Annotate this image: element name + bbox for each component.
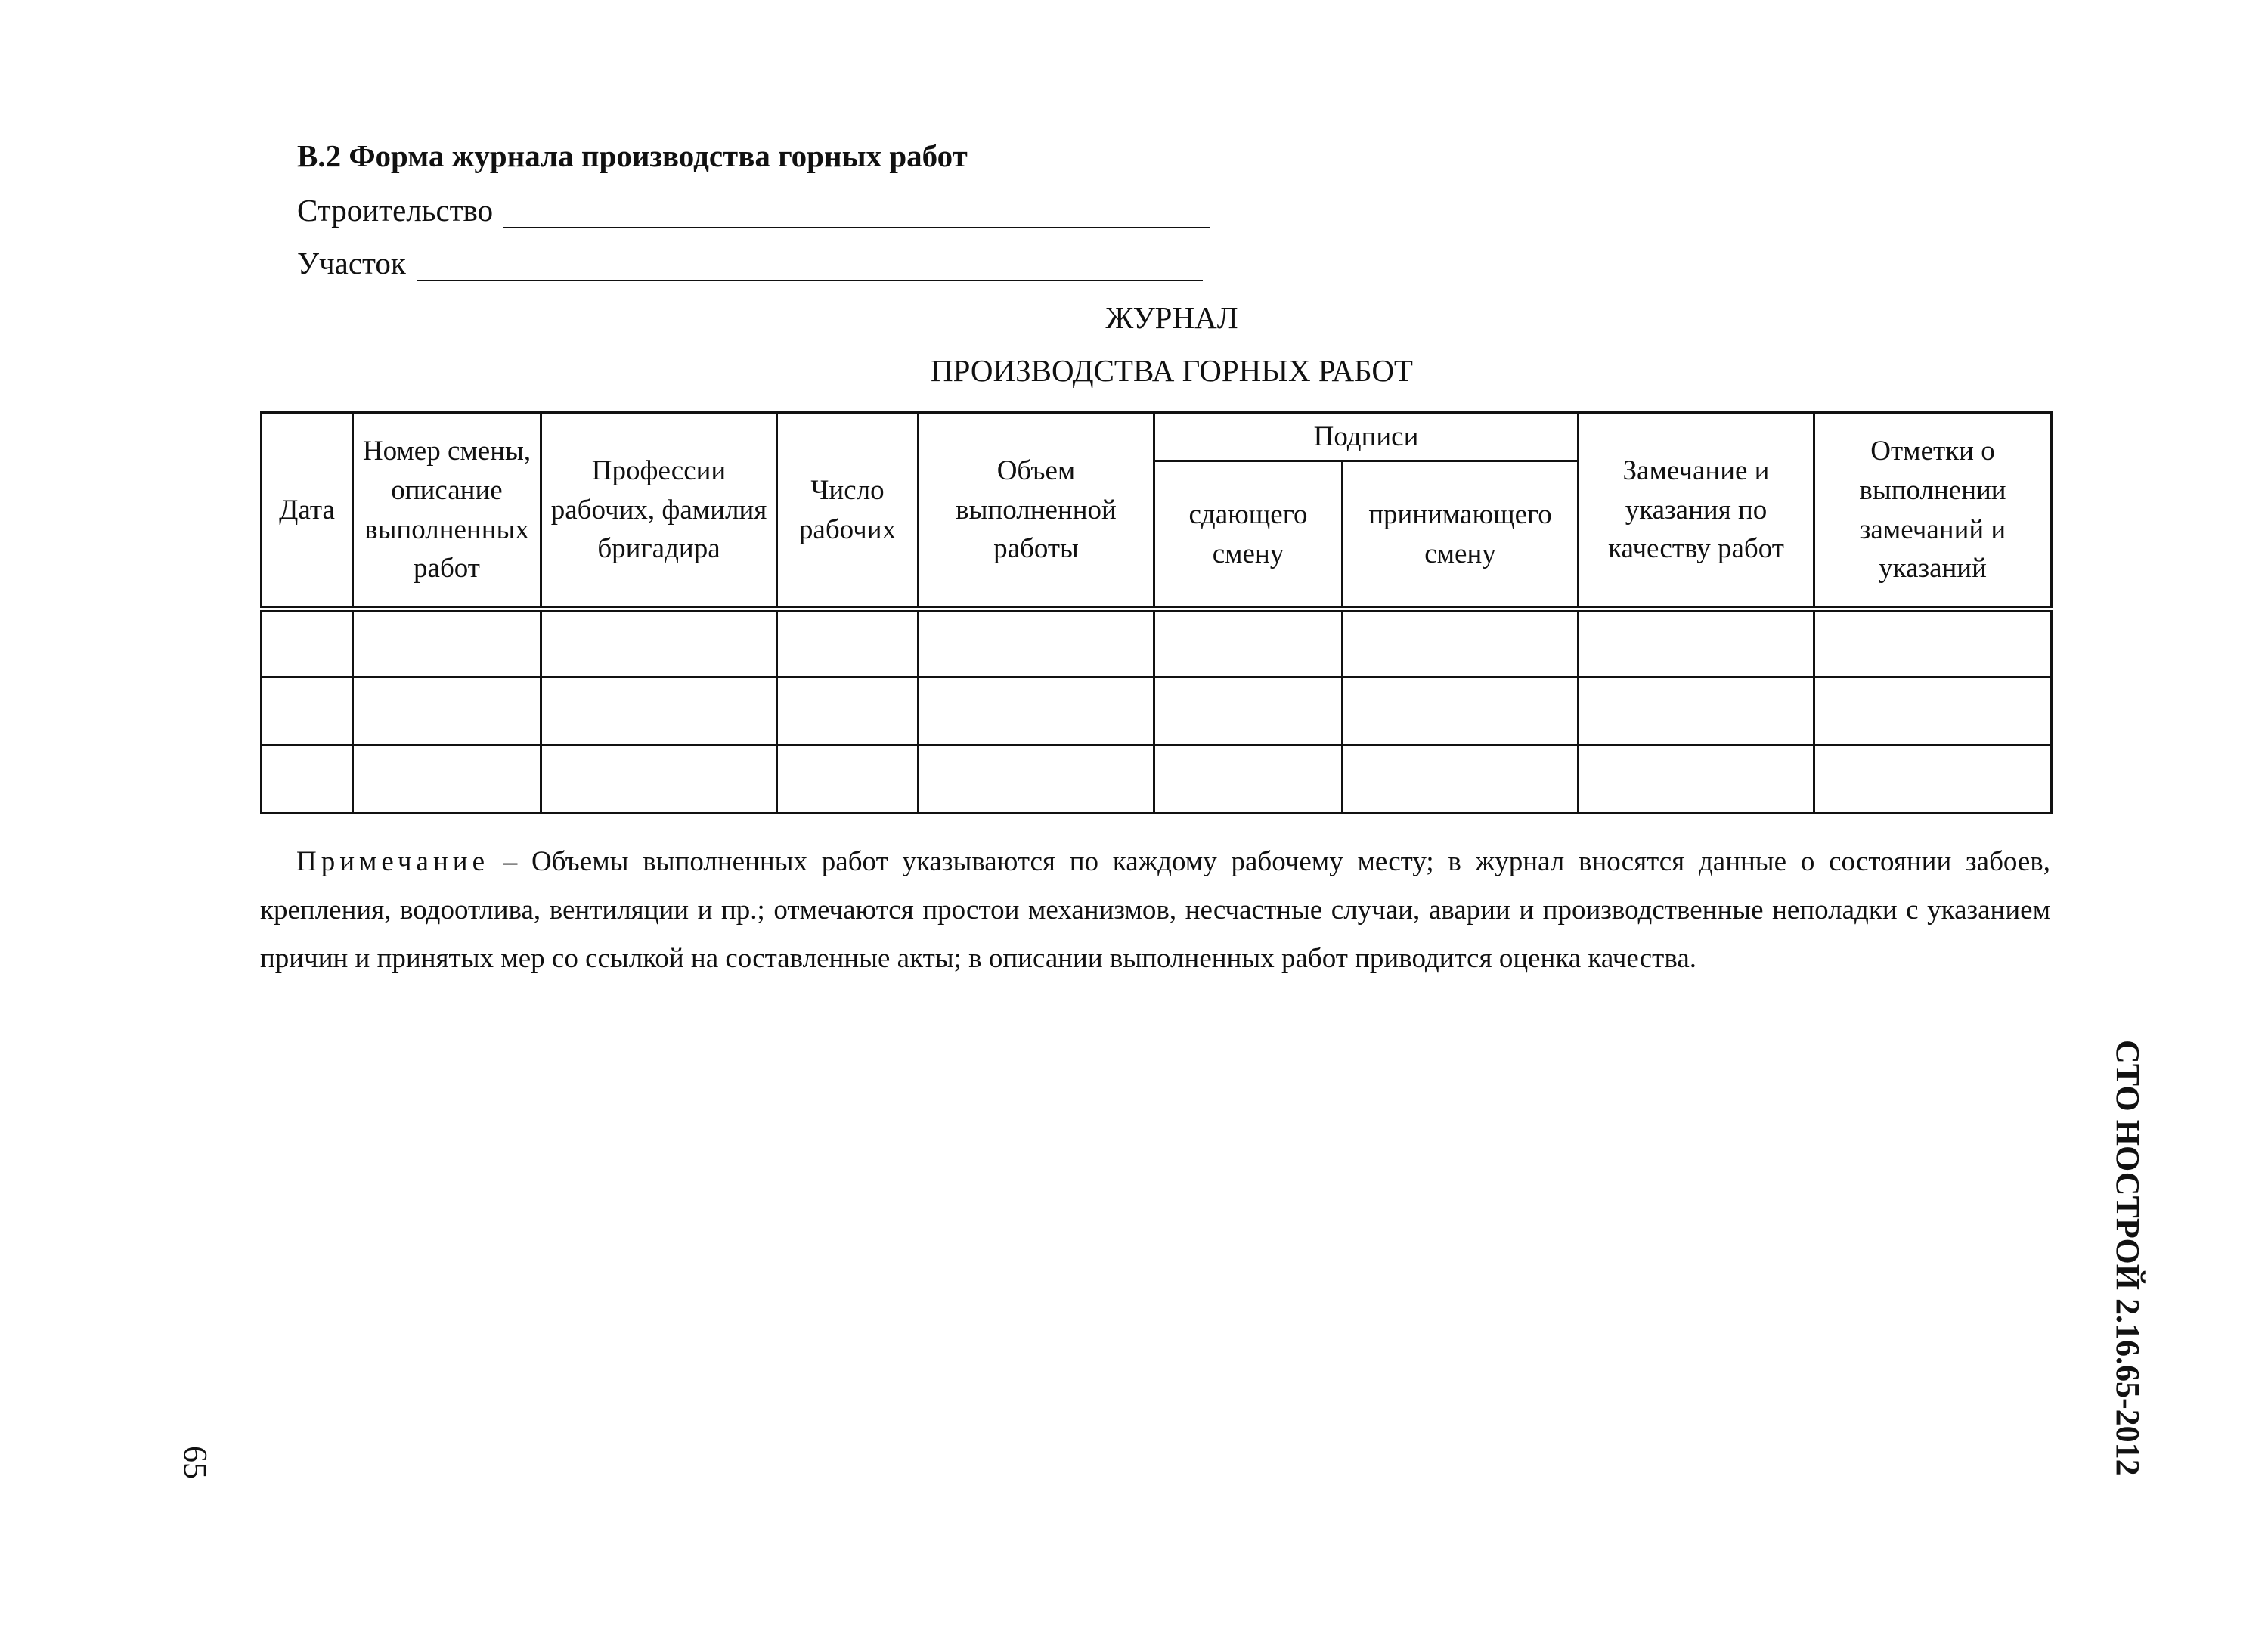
table-row (262, 609, 2052, 678)
table-cell[interactable] (1579, 678, 1814, 746)
header-receiving-shift: принимающего смену (1343, 461, 1579, 609)
site-label: Участок (297, 246, 406, 281)
table-cell[interactable] (1343, 678, 1579, 746)
table-cell[interactable] (1343, 609, 1579, 678)
table-cell[interactable] (1343, 746, 1579, 814)
site-field (297, 245, 1203, 281)
header-shift: Номер смены, описание выполненных работ (353, 413, 541, 609)
header-signatures: Подписи (1154, 413, 1579, 461)
table-cell[interactable] (353, 746, 541, 814)
note-text: – Объемы выполненных работ указываются по каждому рабочему месту; в журнал вносятся данные о состоянии забоев, крепления, водоотлива, вентиляции и пр.; отмечаются простои механизмов, несчастные случаи, аварии и производственные неполадки с указанием причин и принятых мер со ссылкой на составленные акты; в описании выполненных работ приводится оценка качества. (260, 846, 2050, 974)
table-cell[interactable] (541, 678, 777, 746)
table-cell[interactable] (777, 609, 919, 678)
construction-label: Строительство (297, 193, 494, 228)
table-cell[interactable] (1814, 609, 2052, 678)
table-cell[interactable] (541, 746, 777, 814)
standard-code: СТО НОСТРОЙ 2.16.65-2012 (2109, 1040, 2146, 1476)
table-row (262, 678, 2052, 746)
table-cell[interactable] (1579, 746, 1814, 814)
table-row (262, 746, 2052, 814)
header-workers: Число рабочих (777, 413, 919, 609)
note-paragraph (260, 838, 2050, 983)
header-volume: Объем выполненной работы (919, 413, 1154, 609)
table-cell[interactable] (353, 678, 541, 746)
header-date: Дата (262, 413, 353, 609)
construction-blank-line[interactable] (503, 198, 1210, 228)
table-cell[interactable] (262, 609, 353, 678)
table-cell[interactable] (262, 678, 353, 746)
table-cell[interactable] (541, 609, 777, 678)
header-handing-shift: сдающего смену (1154, 461, 1343, 609)
construction-field (297, 192, 1210, 228)
table-cell[interactable] (919, 678, 1154, 746)
header-marks: Отметки о выполнении замечаний и указаний (1814, 413, 2052, 609)
header-professions: Профессии рабочих, фамилия бригадира (541, 413, 777, 609)
header-remarks: Замечание и указания по качеству работ (1579, 413, 1814, 609)
table-cell[interactable] (1154, 746, 1343, 814)
table-cell[interactable] (777, 678, 919, 746)
table-cell[interactable] (777, 746, 919, 814)
table-cell[interactable] (1579, 609, 1814, 678)
table-cell[interactable] (353, 609, 541, 678)
note-label: Примечание (296, 846, 489, 877)
journal-subtitle: ПРОИЗВОДСТВА ГОРНЫХ РАБОТ (931, 353, 1413, 388)
journal-table (260, 411, 2053, 814)
journal-title: ЖУРНАЛ (1105, 300, 1238, 335)
table-cell[interactable] (1154, 609, 1343, 678)
table-cell[interactable] (919, 609, 1154, 678)
table-cell[interactable] (262, 746, 353, 814)
table-cell[interactable] (1814, 746, 2052, 814)
table-cell[interactable] (919, 746, 1154, 814)
section-heading: В.2 Форма журнала производства горных работ (297, 138, 968, 173)
page-number: 65 (177, 1446, 214, 1479)
table-cell[interactable] (1814, 678, 2052, 746)
site-blank-line[interactable] (417, 251, 1203, 281)
table-cell[interactable] (1154, 678, 1343, 746)
